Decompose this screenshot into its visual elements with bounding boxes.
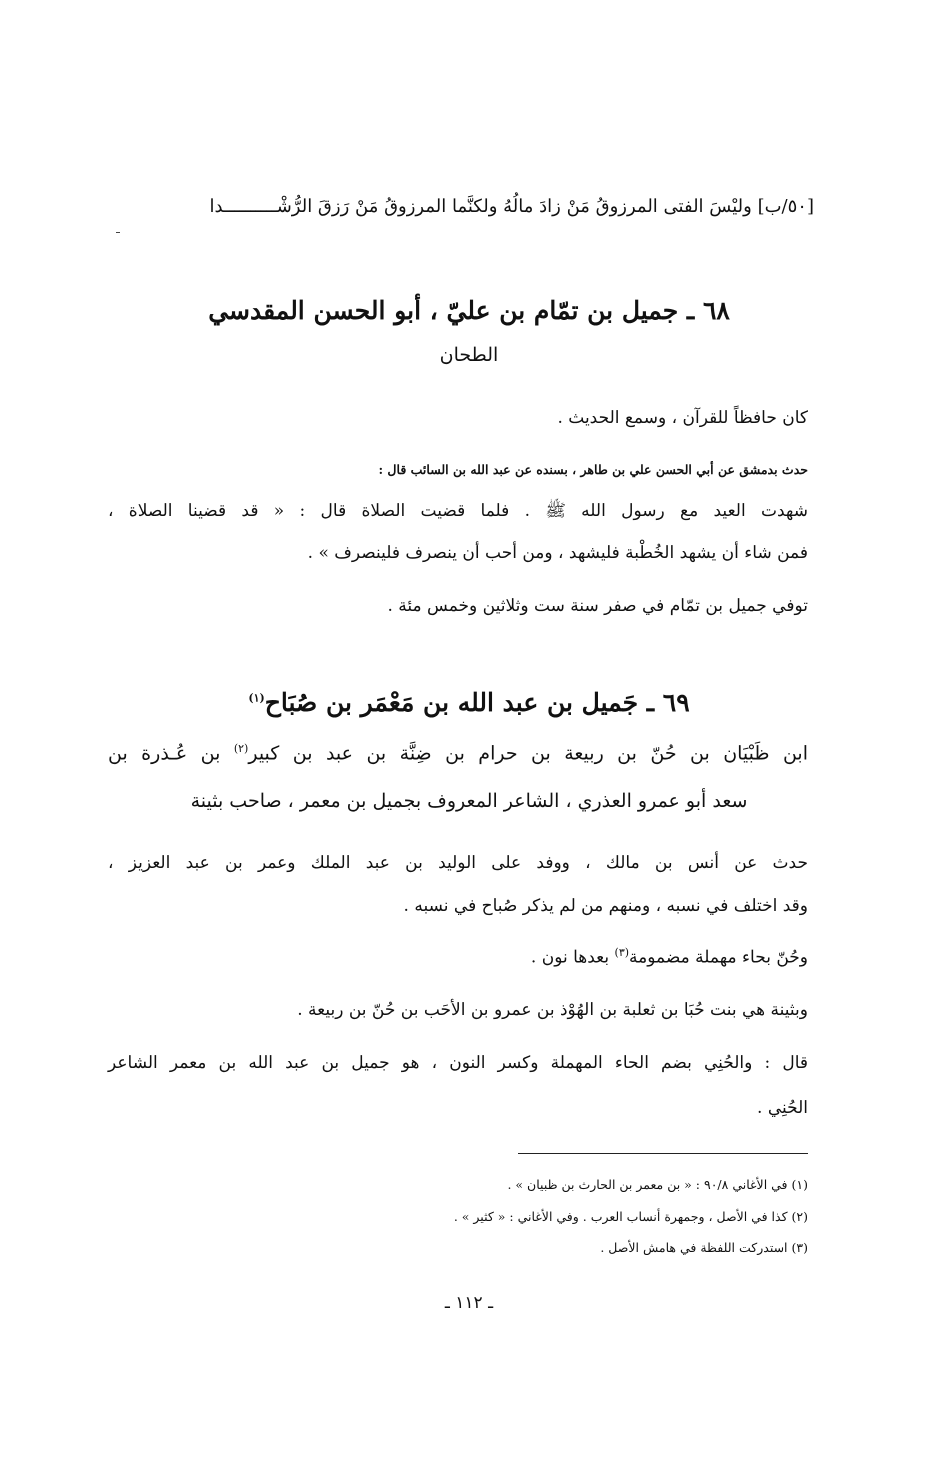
footnote-separator — [518, 1153, 808, 1154]
entry-69-title-text: ٦٩ ـ جَميل بن عبد الله بن مَعْمَر بن صُبَاح — [264, 688, 690, 717]
entry-69-subtitle-line-1 — [108, 742, 808, 764]
entry-68-title: ٦٨ ـ جميل بن تمّام بن عليّ ، أبو الحسن المقدسي — [208, 296, 730, 325]
entry-68-subtitle: الطحان — [439, 344, 499, 366]
entry-69-line-5: قال : والحُنِي بضم الحاء المهملة وكسر النون ، هو جميل بن عبد الله بن معمر الشاعر — [108, 1053, 808, 1073]
verse-hemistich-1: وليْسَ الفتى المرزوقُ مَنْ زادَ مالُهُ — [503, 196, 752, 217]
entry-69-sub1a: ابن ظَبْيَان بن حُنّ بن ربيعة بن حرام بن ضِنَّة بن عبد بن كبير — [248, 742, 808, 765]
entry-68-line-3: فمن شاء أن يشهد الخُطْبة فليشهد ، ومن أحب أن ينصرف فلينصرف » . — [307, 543, 808, 563]
verse-line — [174, 196, 814, 217]
entry-68-line-4: توفي جميل بن تمّام في صفر سنة ست وثلاثين وخمس مئة . — [387, 596, 808, 616]
footnote-ref-2: (٢) — [233, 742, 249, 755]
verse-hemistich-2: ولكنَّما المرزوقُ مَنْ رَزقَ الرُّشْــــــــــدا — [209, 196, 498, 217]
entry-69-line-3 — [531, 946, 808, 968]
entry-69-line-3b: بعدها نون . — [530, 947, 610, 968]
entry-69-line-6: الحُنِي . — [757, 1098, 808, 1118]
entry-69-subtitle-line-2: سعد أبو عمرو العذري ، الشاعر المعروف بجميل بن معمر ، صاحب بثينة — [190, 790, 748, 812]
footnote-1: (١) في الأغاني ٩٠/٨ : « بن معمر بن الحارث بن ظبيان » . — [507, 1177, 808, 1192]
entry-68-line-2: شهدت العيد مع رسول الله ﷺ . فلما قضيت الصلاة قال : « قد قضينا الصلاة ، — [108, 501, 808, 521]
entry-69-title — [0, 688, 938, 717]
page-number: ـ ١١٢ ـ — [444, 1293, 494, 1313]
entry-69-line-2: وقد اختلف في نسبه ، ومنهم من لم يذكر صُباح في نسبه . — [403, 896, 808, 916]
footnote-ref-3: (٣) — [614, 946, 630, 959]
footnote-2: (٢) كذا في الأصل ، وجمهرة أنساب العرب . وفي الأغاني : « كثير » . — [453, 1209, 808, 1224]
entry-69-line-1: حدث عن أنس بن مالك ، ووفد على الوليد بن عبد الملك وعمر بن عبد العزيز ، — [108, 853, 808, 873]
entry-69-line-3a: وحُنّ بحاء مهملة مضمومة — [629, 947, 808, 968]
margin-mark — [116, 232, 120, 233]
footnote-ref-1: (١) — [248, 691, 265, 705]
entry-69-line-4: وبثينة هي بنت حُبَا بن ثعلبة بن الهُوْذ بن عمرو بن الأحَب بن حُنّ بن ربيعة . — [297, 1000, 808, 1020]
entry-68-line-1: كان حافظاً للقرآن ، وسمع الحديث . — [557, 408, 808, 428]
entry-68-isnad: حدث بدمشق عن أبي الحسن علي بن طاهر ، بسنده عن عبد الله بن السائب قال : — [378, 462, 808, 477]
footnote-3: (٣) استدركت اللفظة في هامش الأصل . — [600, 1240, 808, 1255]
verse-ref: [٥٠/ب] — [757, 196, 814, 217]
entry-69-sub1b: بن عُـذرة بن — [108, 742, 221, 765]
